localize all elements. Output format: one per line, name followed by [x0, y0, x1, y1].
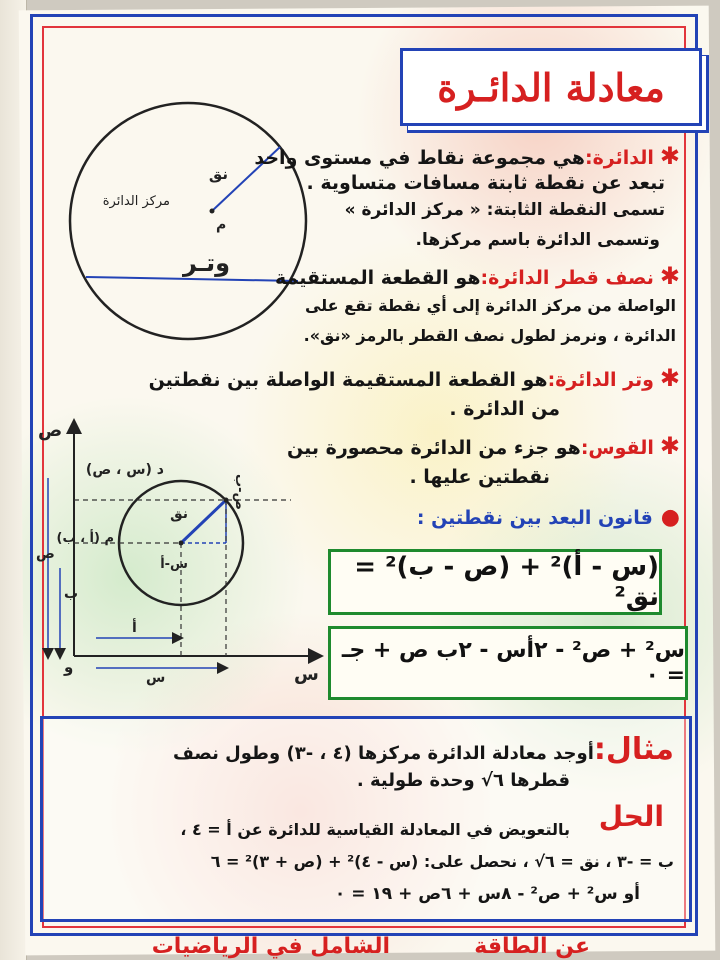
footer-right: عن الطاقة — [474, 934, 590, 959]
title-box — [400, 48, 702, 126]
chord-label: وتـر — [182, 249, 230, 277]
arc-def-text1: هو جزء من الدائرة محصورة بين — [287, 437, 581, 459]
star-bullet-icon: ✱ — [659, 432, 680, 460]
arc-def-line1 — [287, 432, 680, 460]
circle-def-text1: هي مجموعة نقاط في مستوى واحد — [254, 147, 585, 169]
chord-term: وتر الدائرة: — [547, 369, 654, 391]
origin-label: و — [64, 658, 74, 676]
radius-def-text1: هو القطعة المستقيمة — [274, 267, 481, 289]
circle-def-line3: تسمى النقطة الثابتة: « مركز الدائرة » — [344, 200, 665, 220]
chord-def-line1 — [149, 364, 680, 392]
chord-line — [86, 277, 298, 281]
center-point-label: م — [216, 217, 227, 233]
distance-law-text: قانون البعد بين نقطتين : — [416, 507, 653, 529]
radius-term: نصف قطر الدائرة: — [480, 267, 654, 289]
solution-label: الحل — [598, 800, 664, 833]
radius-label: نق — [208, 165, 228, 183]
circle-def-line4: وتسمى الدائرة باسم مركزها. — [415, 230, 660, 250]
y-dist-label: ص — [36, 546, 55, 562]
center-dot — [210, 209, 215, 214]
star-bullet-icon: ✱ — [659, 364, 680, 392]
circle-diagram — [60, 95, 320, 345]
circle-outline — [70, 103, 306, 339]
point-label: د (س ، ص) — [85, 462, 164, 478]
center-caption: مركز الدائرة — [102, 194, 170, 209]
chord-def-line2: من الدائرة . — [449, 398, 560, 420]
solution-line2: ب = -٣ ، نق = ٦√ ، نحصل على: (س - ٤)² + (ص + ٣)² = ٦ — [210, 852, 674, 871]
example-line1 — [173, 732, 674, 767]
b-label: ب — [64, 586, 79, 602]
radius-def-line3: الدائرة ، ونرمز لطول نصف القطر بالرمز «نق». — [303, 326, 676, 345]
chord-def-text1: هو القطعة المستقيمة الواصلة بين نقطتين — [148, 369, 548, 391]
example-label: مثال: — [593, 732, 674, 767]
solution-line3: أو س² + ص² - ٨س + ٦ص + ١٩ = ٠ — [334, 884, 640, 904]
x-dist-label: س — [146, 670, 166, 686]
x-axis-label: س — [294, 664, 319, 685]
coordinate-diagram — [36, 418, 326, 688]
distance-law-heading — [417, 505, 680, 530]
star-bullet-icon: ✱ — [659, 142, 680, 170]
solution-line1: بالتعويض في المعادلة القياسية للدائرة عن أ = ٤ ، — [180, 820, 570, 839]
footer-left: الشامل في الرياضيات — [151, 934, 390, 959]
arc-term: القوس: — [580, 437, 654, 459]
circle-def-line1 — [254, 142, 680, 170]
star-bullet-icon: ✱ — [659, 262, 680, 290]
radius-def-line2: الواصلة من مركز الدائرة إلى أي نقطة تقع على — [304, 296, 676, 315]
radius-def-line1 — [275, 262, 680, 290]
coord-radius-label: نق — [170, 506, 188, 522]
example-text1: أوجد معادلة الدائرة مركزها (٤ ، -٣) وطول نصف — [172, 743, 594, 764]
coord-point-dot — [224, 498, 229, 503]
general-formula: س² + ص² - ٢أس - ٢ب ص + جـ = ٠ — [341, 638, 685, 688]
standard-formula-box — [328, 549, 662, 615]
dx-label: س-أ — [160, 557, 188, 572]
dy-label: ص-ب — [232, 474, 247, 510]
example-line2: قطرها ٦√ وحدة طولية . — [356, 770, 570, 791]
center-coord-label: م (أ ، ب) — [56, 531, 114, 546]
a-label: أ — [132, 620, 137, 636]
standard-formula: (س - أ)² + (ص - ب)² = نق² — [354, 552, 659, 612]
circle-term: الدائرة: — [584, 147, 654, 169]
page-title: معادلة الدائـرة — [437, 64, 665, 110]
general-formula-box — [328, 626, 688, 700]
dot-bullet-icon: ● — [660, 505, 680, 530]
coord-center-dot — [179, 541, 184, 546]
circle-def-line2: تبعد عن نقطة ثابتة مسافات متساوية . — [306, 172, 665, 194]
arc-def-line2: نقطتين عليها . — [409, 466, 550, 488]
y-axis-label: ص — [38, 420, 63, 441]
